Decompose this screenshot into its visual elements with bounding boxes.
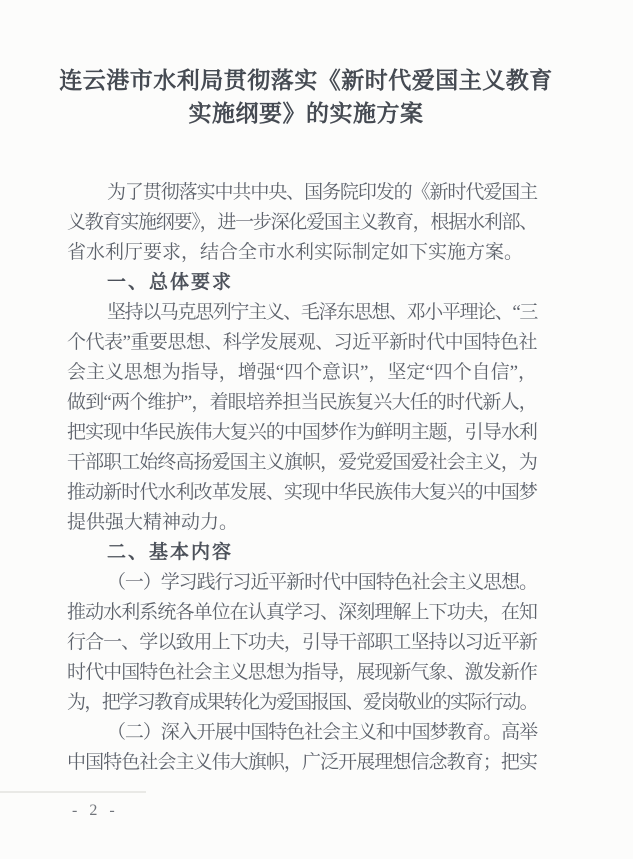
text-line: 中国特色社会主义伟大旗帜，广泛开展理想信念教育；把实 <box>67 752 537 773</box>
document-title-line-1: 连云港市水利局贯彻落实《新时代爱国主义教育 <box>59 68 553 93</box>
text-line: 省水利厅要求，结合全市水利实际制定如下实施方案。 <box>67 242 524 263</box>
text-line: 会主义思想为指导，增强“四个意识”，坚定“四个自信”， <box>67 362 537 383</box>
document-body <box>67 178 567 778</box>
text-line: 时代中国特色社会主义思想为指导，展现新气象、激发新作 <box>67 662 537 683</box>
text-line: 做到“两个维护”，着眼培养担当民族复兴大任的时代新人， <box>67 392 537 413</box>
scan-artifact-line <box>0 791 146 793</box>
page-number: - 2 - <box>72 802 119 819</box>
text-line: 干部职工始终高扬爱国主义旗帜，爱党爱国爱社会主义，为 <box>67 452 537 473</box>
text-line: 推动水利系统各单位在认真学习、深刻理解上下功夫，在知 <box>67 602 537 623</box>
text-line: 把实现中华民族伟大复兴的中国梦作为鲜明主题，引导水利 <box>67 422 537 443</box>
text-line: 为了贯彻落实中共中央、国务院印发的《新时代爱国主 <box>107 182 537 203</box>
document-title-line-2: 实施纲要》的实施方案 <box>188 101 424 126</box>
document-title <box>50 64 562 130</box>
section-heading: 一、总体要求 <box>107 272 234 293</box>
text-line: 坚持以马克思列宁主义、毛泽东思想、邓小平理论、“三 <box>107 302 537 323</box>
text-line: 推动新时代水利改革发展、实现中华民族伟大复兴的中国梦 <box>67 482 537 503</box>
section-heading: 二、基本内容 <box>107 542 234 563</box>
text-line: 行合一、学以致用上下功夫，引导干部职工坚持以习近平新 <box>67 632 537 653</box>
text-line: （一）学习践行习近平新时代中国特色社会主义思想。 <box>107 572 537 593</box>
text-line: 义教育实施纲要》，进一步深化爱国主义教育，根据水利部、 <box>67 212 537 233</box>
text-line: 为，把学习教育成果转化为爱国报国、爱岗敬业的实际行动。 <box>67 692 537 713</box>
text-line: 提供强大精神动力。 <box>67 512 239 533</box>
text-line: 个代表”重要思想、科学发展观、习近平新时代中国特色社 <box>67 332 537 353</box>
text-line: （二）深入开展中国特色社会主义和中国梦教育。高举 <box>107 722 537 743</box>
